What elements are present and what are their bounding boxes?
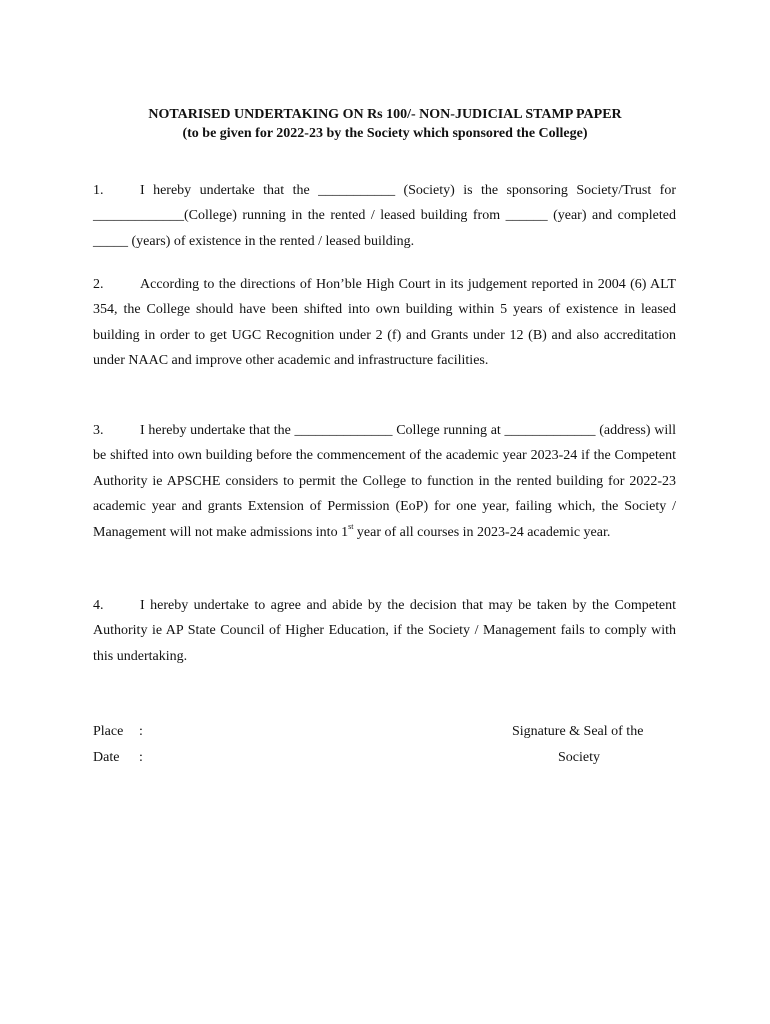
signature-label-line2: Society bbox=[558, 750, 600, 765]
clause-text: According to the directions of Hon’ble High Court in its judgement reported in 2004 (6) ALT 354, the College should have been shifted into own building within 5 years of existence in leased building in order to get UGC Recognition under 2 (f) and Grants under 12 (B) and also accreditation under NAAC and improve other academic and infrastructure facilities. bbox=[93, 277, 676, 369]
clause-number: 3. bbox=[93, 423, 104, 438]
clause-text: I hereby undertake that the ______________ College running at _____________ (address) will be shifted into own building before the commencement of the academic year 2023-24 if the Competent Authority ie APSCHE considers to permit the College to function in the rented building for 2022-23 academic year and grants Extension of Permission (EoP) for one year, failing which, the Society / Management will not make admissions into 1 bbox=[93, 423, 676, 540]
clause-number: 4. bbox=[93, 598, 104, 613]
clause-2 bbox=[93, 272, 676, 374]
clause-number: 1. bbox=[93, 183, 104, 198]
clause-3 bbox=[93, 418, 676, 545]
place-colon: : bbox=[139, 724, 143, 739]
clause-1 bbox=[93, 178, 676, 254]
date-label: Date bbox=[93, 750, 120, 765]
document-subtitle: (to be given for 2022-23 by the Society which sponsored the College) bbox=[182, 126, 588, 141]
place-label: Place bbox=[93, 724, 124, 739]
clause-text: I hereby undertake that the ___________ (Society) is the sponsoring Society/Trust for _____________(College) running in the rented / leased building from ______ (year) and completed _____ (years) of existence in the rented / leased building. bbox=[93, 183, 676, 249]
ordinal-superscript: st bbox=[348, 521, 354, 531]
clause-4 bbox=[93, 593, 676, 669]
clause-text-end: year of all courses in 2023-24 academic year. bbox=[353, 524, 611, 540]
date-colon: : bbox=[139, 750, 143, 765]
document-title: NOTARISED UNDERTAKING ON Rs 100/- NON-JUDICIAL STAMP PAPER bbox=[148, 107, 622, 122]
signature-label-line1: Signature & Seal of the bbox=[512, 724, 644, 739]
clause-number: 2. bbox=[93, 277, 104, 292]
clause-text: I hereby undertake to agree and abide by the decision that may be taken by the Competent Authority ie AP State Council of Higher Education, if the Society / Management fails to comply with this undertaking. bbox=[93, 598, 676, 664]
